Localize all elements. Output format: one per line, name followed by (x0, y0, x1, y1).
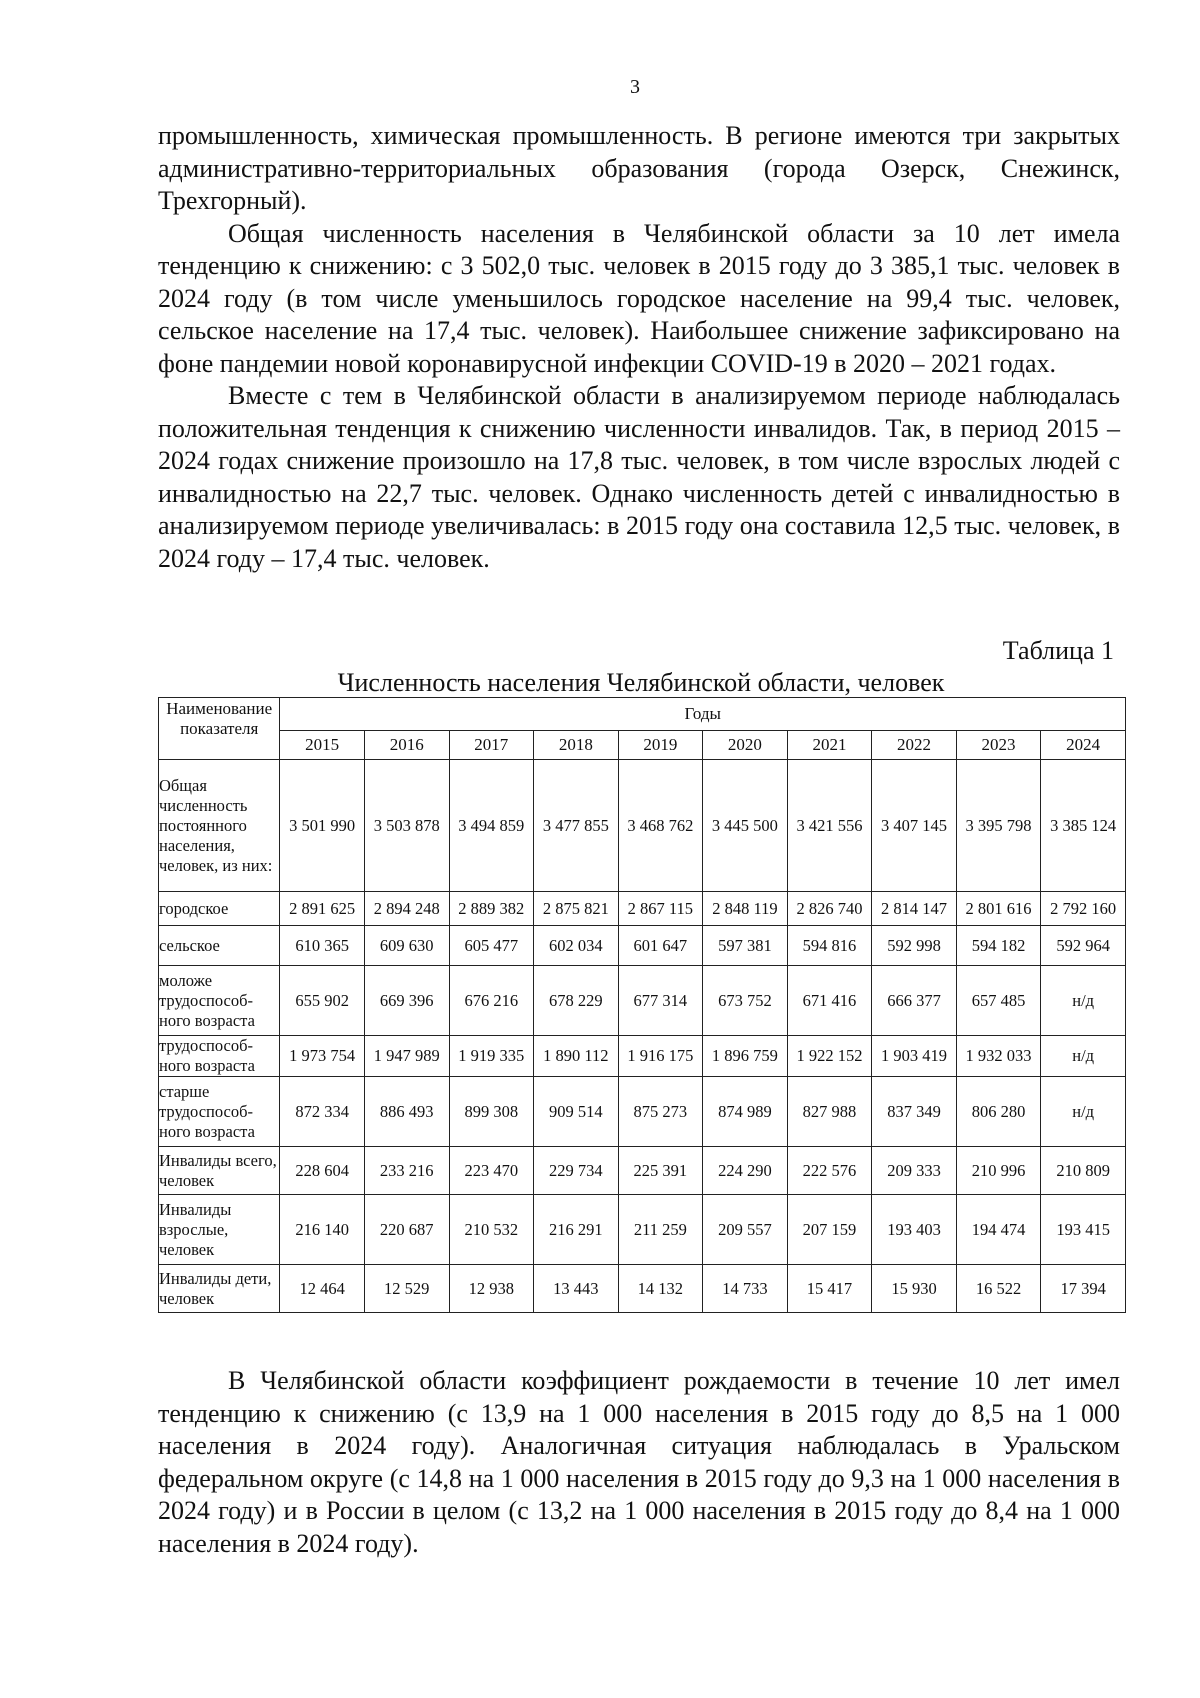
row-label: сельское (159, 926, 280, 966)
table-row (159, 1036, 1126, 1077)
table-cell: 602 034 (534, 926, 619, 966)
table-cell: 601 647 (618, 926, 703, 966)
table-cell: 671 416 (787, 966, 872, 1036)
table-cell: 12 464 (280, 1265, 365, 1313)
text-block-bottom (158, 1365, 1120, 1560)
table-row (159, 1265, 1126, 1313)
table-cell: 827 988 (787, 1077, 872, 1147)
table-cell: 194 474 (956, 1195, 1041, 1265)
table-cell: 3 501 990 (280, 760, 365, 892)
table-cell: 676 216 (449, 966, 534, 1036)
table-cell: 193 415 (1041, 1195, 1126, 1265)
table-cell: 12 529 (364, 1265, 449, 1313)
table-cell: 594 816 (787, 926, 872, 966)
table-cell: 886 493 (364, 1077, 449, 1147)
header-indicator-name: Наименование показателя (159, 698, 280, 760)
table-label: Таблица 1 (1002, 636, 1114, 665)
table-cell: 1 903 419 (872, 1036, 957, 1077)
table-cell: 669 396 (364, 966, 449, 1036)
table-cell: 2 848 119 (703, 892, 788, 926)
table-cell: 14 132 (618, 1265, 703, 1313)
table-cell: 216 140 (280, 1195, 365, 1265)
body-paragraph: Вместе с тем в Челябинской области в анализируемом периоде наблюдалась положительная тенденция к снижению численности инвалидов. Так, в период 2015 – 2024 годах снижение произошло на 17,8 тыс. человек, в том числе взрослых людей с инвалидностью на 22,7 тыс. человек. Однако численность детей с инвалидностью в анализируемом периоде увеличивалась: в 2015 году она составила 12,5 тыс. человек, в 2024 году – 17,4 тыс. человек. (158, 381, 1120, 573)
year-header: 2022 (872, 731, 957, 760)
year-header: 2024 (1041, 731, 1126, 760)
table-cell: 2 867 115 (618, 892, 703, 926)
table-cell: 2 826 740 (787, 892, 872, 926)
year-header: 2021 (787, 731, 872, 760)
table-cell: 3 395 798 (956, 760, 1041, 892)
table-cell: 16 522 (956, 1265, 1041, 1313)
table-cell: 3 494 859 (449, 760, 534, 892)
table-cell: 225 391 (618, 1147, 703, 1195)
row-label: городское (159, 892, 280, 926)
table-cell: 2 801 616 (956, 892, 1041, 926)
year-header: 2016 (364, 731, 449, 760)
table-cell: 874 989 (703, 1077, 788, 1147)
table-cell: н/д (1041, 1036, 1126, 1077)
table-cell: 3 385 124 (1041, 760, 1126, 892)
table-cell: н/д (1041, 966, 1126, 1036)
table-cell: 673 752 (703, 966, 788, 1036)
table-cell: 229 734 (534, 1147, 619, 1195)
table-cell: 14 733 (703, 1265, 788, 1313)
table-cell: 657 485 (956, 966, 1041, 1036)
table-cell: 597 381 (703, 926, 788, 966)
table-cell: 3 421 556 (787, 760, 872, 892)
table-cell: 3 445 500 (703, 760, 788, 892)
table-cell: 909 514 (534, 1077, 619, 1147)
table-cell: 222 576 (787, 1147, 872, 1195)
table-cell: 592 998 (872, 926, 957, 966)
table-cell: 12 938 (449, 1265, 534, 1313)
population-table (158, 697, 1126, 1313)
year-header: 2017 (449, 731, 534, 760)
table-cell: 2 891 625 (280, 892, 365, 926)
year-header: 2020 (703, 731, 788, 760)
table-cell: 15 930 (872, 1265, 957, 1313)
table-cell: 15 417 (787, 1265, 872, 1313)
table-cell: н/д (1041, 1077, 1126, 1147)
table-cell: 677 314 (618, 966, 703, 1036)
table-cell: 2 814 147 (872, 892, 957, 926)
year-header: 2018 (534, 731, 619, 760)
table-cell: 592 964 (1041, 926, 1126, 966)
table-cell: 1 947 989 (364, 1036, 449, 1077)
table-cell: 605 477 (449, 926, 534, 966)
table-cell: 224 290 (703, 1147, 788, 1195)
table-cell: 666 377 (872, 966, 957, 1036)
table-cell: 223 470 (449, 1147, 534, 1195)
body-paragraph: Общая численность населения в Челябинской области за 10 лет имела тенденцию к снижению: с 3 502,0 тыс. человек в 2015 году до 3 385,1 тыс. человек в 2024 году (в том числе уменьшилось городское население на 99,4 тыс. человек, сельское население на 17,4 тыс. человек). Наибольшее снижение зафиксировано на фоне пандемии новой коронавирусной инфекции COVID-19 в 2020 – 2021 годах. (158, 218, 1120, 378)
table-cell: 220 687 (364, 1195, 449, 1265)
table-title: Численность населения Челябинской области, человек (337, 668, 945, 697)
table-cell: 1 890 112 (534, 1036, 619, 1077)
body-paragraph: промышленность, химическая промышленность. В регионе имеются три закрытых административно-территориальных образования (города Озерск, Снежинск, Трехгорный). (158, 121, 1120, 215)
row-label: Инвалиды дети, человек (159, 1265, 280, 1313)
table-cell: 17 394 (1041, 1265, 1126, 1313)
table-cell: 228 604 (280, 1147, 365, 1195)
table-cell: 609 630 (364, 926, 449, 966)
table-cell: 655 902 (280, 966, 365, 1036)
table-cell: 875 273 (618, 1077, 703, 1147)
table-row (159, 1077, 1126, 1147)
table-cell: 207 159 (787, 1195, 872, 1265)
table-cell: 872 334 (280, 1077, 365, 1147)
table-cell: 3 468 762 (618, 760, 703, 892)
row-label: Инвалиды всего, человек (159, 1147, 280, 1195)
year-header: 2015 (280, 731, 365, 760)
table-cell: 210 809 (1041, 1147, 1126, 1195)
table-body (159, 760, 1126, 1313)
row-label: трудоспособ-ного возраста (159, 1036, 280, 1077)
table-cell: 216 291 (534, 1195, 619, 1265)
table-cell: 3 407 145 (872, 760, 957, 892)
table-cell: 193 403 (872, 1195, 957, 1265)
header-years: Годы (280, 698, 1126, 731)
table-row (159, 892, 1126, 926)
text-block-top (158, 120, 1120, 575)
table-cell: 1 922 152 (787, 1036, 872, 1077)
table-cell: 1 916 175 (618, 1036, 703, 1077)
table-row (159, 966, 1126, 1036)
table-cell: 1 973 754 (280, 1036, 365, 1077)
table-row (159, 1147, 1126, 1195)
body-paragraph: В Челябинской области коэффициент рождаемости в течение 10 лет имел тенденцию к снижению (с 13,9 на 1 000 населения в 2015 году до 8,5 на 1 000 населения в 2024 году). Аналогичная ситуация наблюдалась в Уральском федеральном округе (с 14,8 на 1 000 населения в 2015 году до 9,3 на 1 000 населения в 2024 году) и в России в целом (с 13,2 на 1 000 населения в 2015 году до 8,4 на 1 000 населения в 2024 году). (158, 1366, 1120, 1558)
table-cell: 2 889 382 (449, 892, 534, 926)
table-cell: 1 932 033 (956, 1036, 1041, 1077)
table-cell: 899 308 (449, 1077, 534, 1147)
table-cell: 2 792 160 (1041, 892, 1126, 926)
table-cell: 678 229 (534, 966, 619, 1036)
table-cell: 209 333 (872, 1147, 957, 1195)
year-header: 2023 (956, 731, 1041, 760)
table-cell: 2 875 821 (534, 892, 619, 926)
table-cell: 806 280 (956, 1077, 1041, 1147)
table-row (159, 760, 1126, 892)
table-cell: 2 894 248 (364, 892, 449, 926)
table-cell: 3 503 878 (364, 760, 449, 892)
page-number: 3 (630, 76, 640, 98)
table-cell: 1 919 335 (449, 1036, 534, 1077)
row-label: старше трудоспособ-ного возраста (159, 1077, 280, 1147)
table-cell: 610 365 (280, 926, 365, 966)
table-cell: 1 896 759 (703, 1036, 788, 1077)
table-cell: 594 182 (956, 926, 1041, 966)
table-cell: 210 996 (956, 1147, 1041, 1195)
year-header: 2019 (618, 731, 703, 760)
table-cell: 13 443 (534, 1265, 619, 1313)
table-row (159, 926, 1126, 966)
table-cell: 210 532 (449, 1195, 534, 1265)
table-cell: 3 477 855 (534, 760, 619, 892)
row-label: Общая численность постоянного населения, человек, из них: (159, 760, 280, 892)
row-label: Инвалиды взрослые, человек (159, 1195, 280, 1265)
year-header-row (159, 731, 1126, 760)
table-cell: 209 557 (703, 1195, 788, 1265)
table-cell: 211 259 (618, 1195, 703, 1265)
table-cell: 837 349 (872, 1077, 957, 1147)
table-cell: 233 216 (364, 1147, 449, 1195)
row-label: моложе трудоспособ-ного возраста (159, 966, 280, 1036)
table-row (159, 1195, 1126, 1265)
